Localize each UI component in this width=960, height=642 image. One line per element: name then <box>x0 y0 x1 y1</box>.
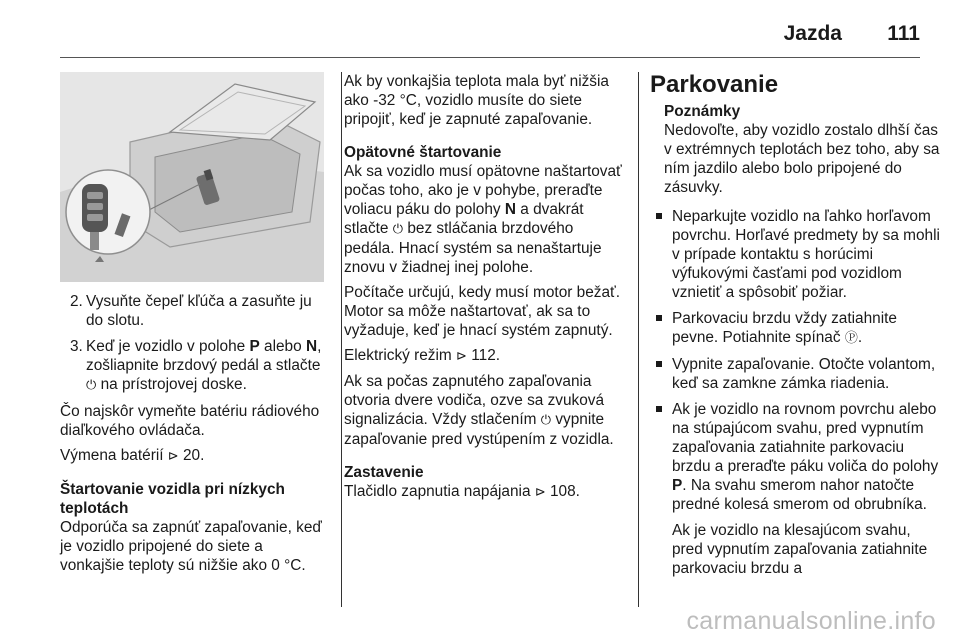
list-item: 3. Keď je vozidlo v polohe P alebo N, zošliapnite brzdový pedál a stlačte ⏻ na prístrojovej doske. <box>70 338 322 393</box>
column-divider-1 <box>341 72 342 607</box>
steps-list <box>60 292 328 395</box>
section-title: Parkovanie <box>650 71 779 98</box>
bullet-icon <box>656 213 662 219</box>
column-divider-2 <box>638 72 639 607</box>
reference-arrow-icon: ⊳ <box>534 485 546 500</box>
reference-arrow-icon: ⊳ <box>456 349 467 364</box>
note-text: Nedovoľte, aby vozidlo zostalo dlhší čas v extrémnych teplotách bez toho, aby sa ním jazdilo alebo bolo pripojené do zásuvky. <box>664 122 940 196</box>
power-icon: ⏻ <box>86 378 97 393</box>
power-icon: ⏻ <box>392 222 404 237</box>
parking-brake-icon: Ⓟ <box>844 331 858 346</box>
note-title: Poznámky <box>664 103 741 120</box>
paragraph: Ak sa vozidlo musí opätovne naštartovať počas toho, ako je v pohybe, preraďte voliacu páku do polohy N a dvakrát stlačte ⏻ bez stláčania brzdového pedála. Hnací systém sa nenaštartuje znovu v žiadnej inej polohe. <box>344 163 622 276</box>
column-2 <box>344 72 628 508</box>
power-icon: ⏻ <box>540 413 552 428</box>
subheading: Zastavenie <box>344 464 424 481</box>
header-rule <box>60 57 920 58</box>
bullet-icon <box>656 315 662 321</box>
watermark: carmanualsonline.info <box>686 607 936 635</box>
note-box <box>650 102 940 197</box>
key-slot-illustration <box>60 72 324 282</box>
page-header <box>60 18 920 56</box>
list-item: Vypnite zapaľovanie. Otočte volantom, keď sa zamkne zámka riadenia. <box>650 355 940 393</box>
paragraph: Počítače určujú, kedy musí motor bežať. Motor sa môže naštartovať, ak sa to vyžaduje, keď je hnací systém zapnutý. <box>344 284 621 339</box>
chapter-title: Jazda <box>783 22 842 45</box>
paragraph: Ak je vozidlo na klesajúcom svahu, pred vypnutím zapaľovania zatiahnite parkovaciu brzdu a <box>672 522 928 577</box>
list-item: Parkovaciu brzdu vždy zatiahnite pevne. Potiahnite spínač Ⓟ. <box>650 309 940 348</box>
paragraph: Ak by vonkajšia teplota mala byť nižšia ako -32 °C, vozidlo musíte do siete pripojiť, keď je zapnuté zapaľovanie. <box>344 73 609 128</box>
bullet-icon <box>656 406 662 412</box>
list-item: 2. Vysuňte čepeľ kľúča a zasuňte ju do slotu. <box>70 293 312 329</box>
cross-reference[interactable]: Tlačidlo zapnutia napájania ⊳ 108. <box>344 483 580 500</box>
bullet-list <box>650 207 940 514</box>
column-1 <box>60 72 328 581</box>
cross-reference[interactable]: Elektrický režim ⊳ 112. <box>344 347 501 364</box>
paragraph: Čo najskôr vymeňte batériu rádiového diaľkového ovládača. <box>60 403 320 439</box>
paragraph: Ak sa počas zapnutého zapaľovania otvoria dvere vodiča, ozve sa zvuková signalizácia. Vždy stlačením ⏻ vypnite zapaľovanie pred vystúpením z vozidla. <box>344 373 614 448</box>
subheading: Štartovanie vozidla pri nízkych teplotách <box>60 481 285 517</box>
cross-reference[interactable]: Výmena batérií ⊳ 20. <box>60 447 205 464</box>
paragraph: Odporúča sa zapnúť zapaľovanie, keď je vozidlo pripojené do siete a vonkajšie teploty sú nižšie ako 0 °C. <box>60 519 322 574</box>
list-item: Ak je vozidlo na rovnom povrchu alebo na stúpajúcom svahu, pred vypnutím zapaľovania zatiahnite parkovaciu brzdu a preraďte páku voliča do polohy P. Na svahu smerom nahor natočte predné kolesá smerom od obrubníka. <box>650 400 940 514</box>
reference-arrow-icon: ⊳ <box>167 449 179 464</box>
subheading: Opätovné štartovanie <box>344 144 502 161</box>
list-item: Neparkujte vozidlo na ľahko horľavom povrchu. Horľavé predmety by sa mohli v prípade kontaktu s horúcimi výfukovými časťami pod vozidlom vznietiť a spôsobiť požiar. <box>650 207 940 302</box>
page-number: 111 <box>887 22 920 45</box>
bullet-icon <box>656 361 662 367</box>
column-3 <box>650 72 940 578</box>
key-slot-illustration-svg <box>60 72 324 282</box>
